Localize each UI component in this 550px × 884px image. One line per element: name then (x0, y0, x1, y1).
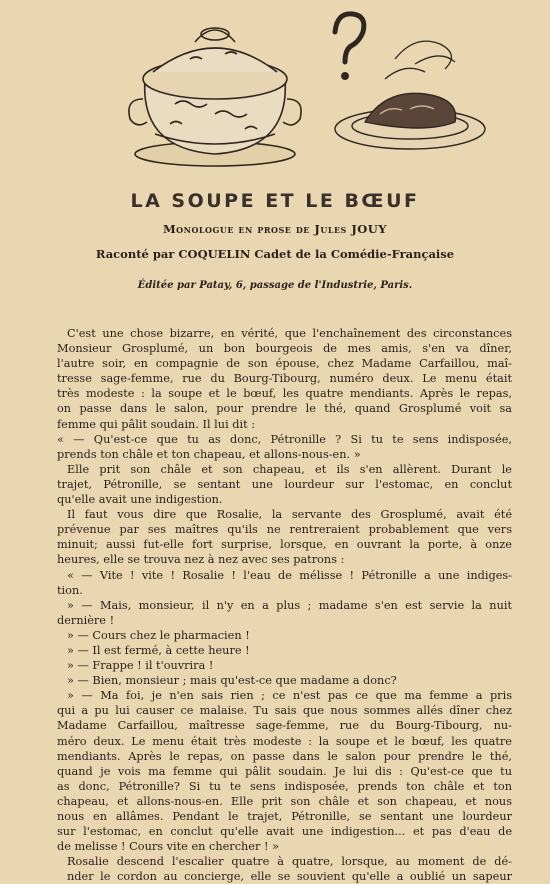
text-line: C'est une chose bizarre, en vérité, que l'enchaînement des circonstances (67, 327, 512, 340)
text-line: » — Frappe ! il t'ouvrira ! (67, 659, 214, 673)
text-line: « — Qu'est-ce que tu as donc, Pétronille ? Si tu te sens indisposée, (57, 432, 512, 446)
text-line: Monsieur Grosplumé, un bon bourgeois de mes amis, s'en va dîner, (57, 342, 512, 356)
text-line: tion. (57, 583, 83, 597)
text-line: « — Vite ! vite ! Rosalie ! l'eau de mélisse ! Pétronille a une indiges- (67, 568, 512, 582)
text-line: trajet, Pétronille, se sentant une lourdeur sur l'estomac, en conclut (57, 477, 512, 491)
steam-icon (385, 41, 455, 79)
text-line: Il faut vous dire que Rosalie, la servante des Grosplumé, avait été (67, 508, 512, 522)
credit-line: Raconté par COQUELIN Cadet de la Comédie-Française (95, 247, 455, 261)
text-line: » — Il est fermé, à cette heure ! (67, 643, 250, 657)
text-line: nous en allâmes. Pendant le trajet, Pétronille, se sentant une lourdeur (57, 810, 512, 823)
text-line: nder le cordon au concierge, elle se souvient qu'elle a oublié un sapeur (67, 870, 512, 884)
text-line: as donc, Pétronille? Si tu te sens indisposée, prends ton châle et ton (57, 779, 512, 793)
text-line: méro deux. Le menu était très modeste : la soupe et le bœuf, les quatre (57, 734, 512, 748)
text-line: Elle prit son châle et son chapeau, et ils s'en allèrent. Durant le (67, 462, 512, 476)
text-line: Rosalie descend l'escalier quatre à quatre, lorsque, au moment de dé- (67, 855, 512, 869)
illustration (95, 4, 495, 174)
text-line: Madame Carfaillou, maîtresse sage-femme, rue du Bourg-Tibourg, nu- (57, 719, 512, 733)
text-line: » — Mais, monsieur, il n'y en a plus ; madame s'en est servie la nuit (67, 598, 512, 612)
subtitle: Monologue en prose de Jules JOUY (162, 222, 388, 236)
publisher-line: Éditée par Patay, 6, passage de l'Industrie, Paris. (137, 280, 413, 291)
text-line: tresse sage-femme, rue du Bourg-Tibourg, numéro deux. Le menu était (57, 372, 512, 386)
text-line: qu'elle avait une indigestion. (57, 493, 223, 507)
text-line: quand je vois ma femme qui pâlit soudain. Je lui dis : Qu'est-ce que tu (57, 764, 512, 778)
soup-tureen-icon (129, 28, 301, 166)
question-mark-icon (335, 14, 364, 80)
text-line: sur l'estomac, en conclut qu'elle avait une indigestion... et pas d'eau de (57, 825, 512, 839)
text-line: qui a pu lui causer ce malaise. Tu sais que nous sommes allés dîner chez (57, 704, 512, 718)
text-line: de melisse ! Cours vite en chercher ! » (57, 840, 280, 854)
text-line: heures, elle se trouva nez à nez avec ses patrons : (57, 553, 345, 567)
text-line: prévenue par ses maîtres qu'ils ne rentreraient probablement que vers (57, 523, 512, 537)
text-line: femme qui pâlit soudain. Il lui dit : (57, 417, 256, 431)
text-line: l'autre soir, en compagnie de son épouse, chez Madame Carfaillou, maî- (57, 357, 512, 371)
text-line: très modeste : la soupe et le bœuf, les quatre mendiants. Après le repas, (57, 387, 512, 401)
text-line: minuit; aussi fut-elle fort surprise, lorsque, en ouvrant la porte, à onze (57, 538, 512, 552)
text-line: » — Cours chez le pharmacien ! (67, 628, 250, 642)
text-line: mendiants. Après le repas, on passe dans le salon pour prendre le thé, (57, 749, 512, 763)
text-line: » — Bien, monsieur ; mais qu'est-ce que madame a donc? (67, 674, 397, 688)
text-line: chapeau, et allons-nous-en. Elle prit son châle et son chapeau, et nous (57, 794, 512, 808)
page-title: LA SOUPE ET LE BŒUF (130, 190, 420, 212)
text-line: prends ton châle et ton chapeau, et allons-nous-en. » (57, 447, 361, 461)
text-line: » — Ma foi, je n'en sais rien ; ce n'est pas ce que ma femme a pris (67, 689, 512, 703)
text-line: dernière ! (57, 613, 115, 627)
text-line: on passe dans le salon, pour prendre le thé, quand Grosplumé voit sa (57, 402, 512, 416)
body-text (57, 326, 512, 884)
beef-platter-icon (335, 93, 485, 149)
